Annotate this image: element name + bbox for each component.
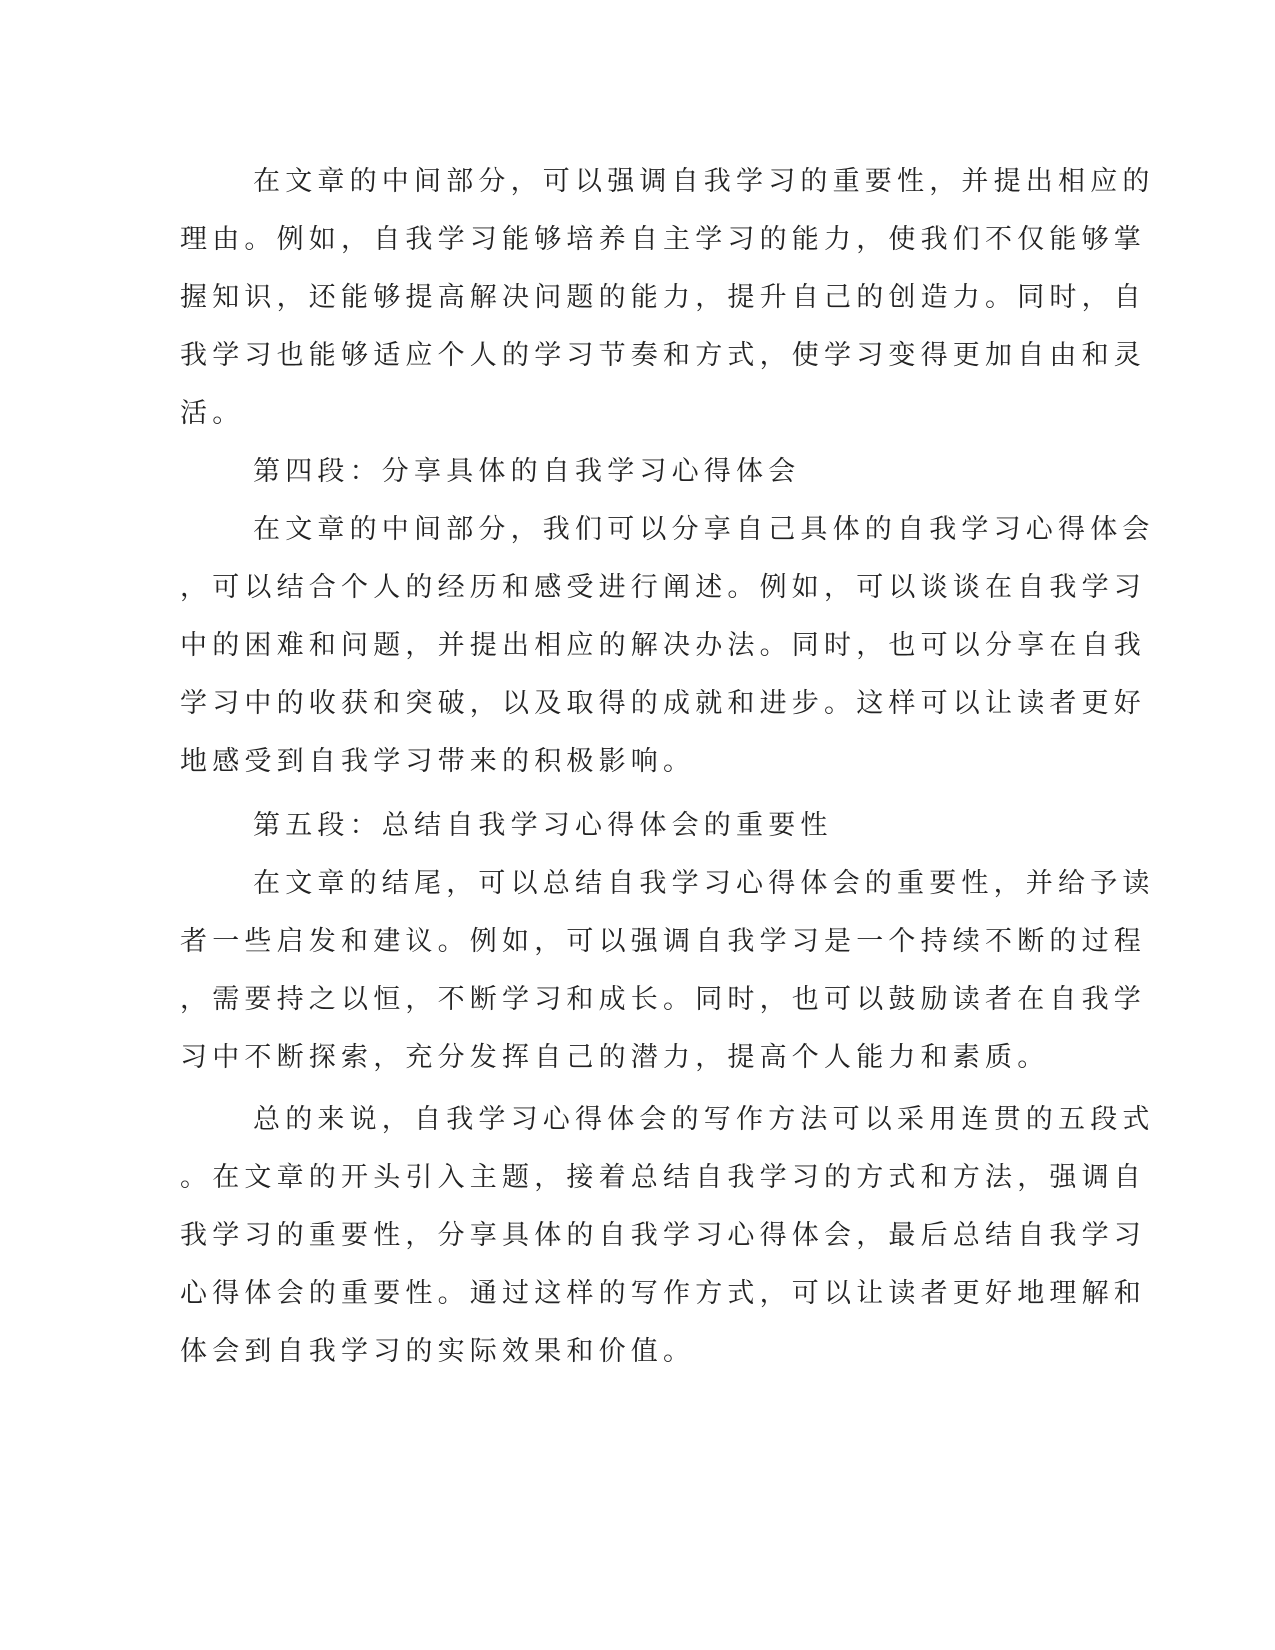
paragraph-line: 习中不断探索，充分发挥自己的潜力，提高个人能力和素质。 xyxy=(180,1042,1050,1073)
paragraph-line: 心得体会的重要性。通过这样的写作方式，可以让读者更好地理解和 xyxy=(180,1278,1146,1309)
paragraph-line: 我学习的重要性，分享具体的自我学习心得体会，最后总结自我学习 xyxy=(180,1220,1146,1251)
paragraph-line: 中的困难和问题，并提出相应的解决办法。同时，也可以分享在自我 xyxy=(180,630,1146,661)
paragraph-line: 在文章的中间部分，我们可以分享自己具体的自我学习心得体会 xyxy=(253,514,1155,545)
paragraph-line: 在文章的结尾，可以总结自我学习心得体会的重要性，并给予读 xyxy=(253,868,1155,899)
paragraph-line: ，需要持之以恒，不断学习和成长。同时，也可以鼓励读者在自我学 xyxy=(180,984,1146,1015)
paragraph-line: 理由。例如，自我学习能够培养自主学习的能力，使我们不仅能够掌 xyxy=(180,224,1146,255)
paragraph-line: 活。 xyxy=(180,398,245,429)
paragraph-line: 地感受到自我学习带来的积极影响。 xyxy=(180,746,696,777)
paragraph-line: 总的来说，自我学习心得体会的写作方法可以采用连贯的五段式 xyxy=(253,1104,1155,1135)
paragraph-line: 者一些启发和建议。例如，可以强调自我学习是一个持续不断的过程 xyxy=(180,926,1146,957)
section-heading: 第四段：分享具体的自我学习心得体会 xyxy=(253,456,801,487)
paragraph-line: 在文章的中间部分，可以强调自我学习的重要性，并提出相应的 xyxy=(253,166,1155,197)
paragraph-line: 我学习也能够适应个人的学习节奏和方式，使学习变得更加自由和灵 xyxy=(180,340,1146,371)
section-heading: 第五段：总结自我学习心得体会的重要性 xyxy=(253,810,833,841)
paragraph-line: 学习中的收获和突破，以及取得的成就和进步。这样可以让读者更好 xyxy=(180,688,1146,719)
paragraph-line: 。在文章的开头引入主题，接着总结自我学习的方式和方法，强调自 xyxy=(180,1162,1146,1193)
paragraph-line: ，可以结合个人的经历和感受进行阐述。例如，可以谈谈在自我学习 xyxy=(180,572,1146,603)
paragraph-line: 体会到自我学习的实际效果和价值。 xyxy=(180,1336,696,1367)
paragraph-line: 握知识，还能够提高解决问题的能力，提升自己的创造力。同时，自 xyxy=(180,282,1146,313)
